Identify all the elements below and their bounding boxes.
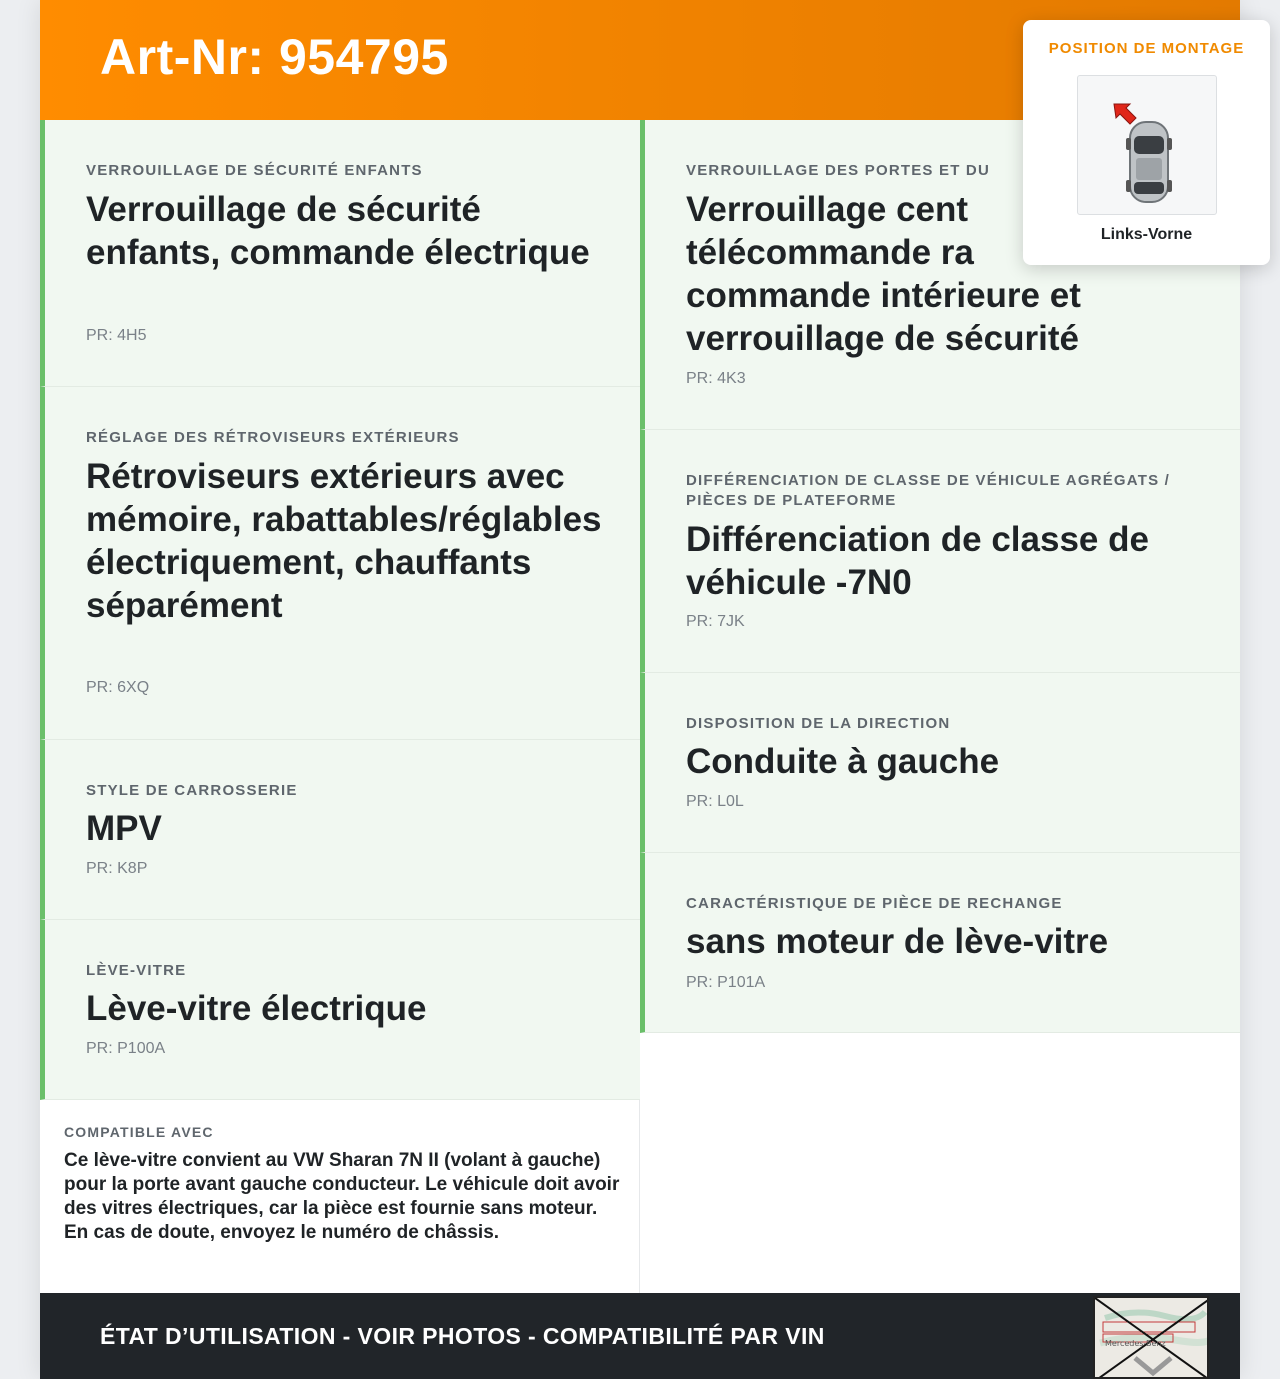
feature-value: Conduite à gauche	[686, 742, 1000, 781]
footer-bar	[40, 1293, 1240, 1379]
mounting-position-popup	[1023, 20, 1270, 265]
compatibility-label: COMPATIBLE AVEC	[64, 1124, 214, 1140]
feature-pr-code: PR: 4H5	[86, 327, 147, 344]
feature-category: DIFFÉRENCIATION DE CLASSE DE VÉHICULE AGRÉGATS / PIÈCES DE PLATEFORME	[686, 472, 1171, 509]
feature-category: STYLE DE CARROSSERIE	[86, 782, 298, 799]
feature-category: RÉGLAGE DES RÉTROVISEURS EXTÉRIEURS	[86, 429, 460, 446]
feature-pr-code: PR: 4K3	[686, 370, 746, 387]
stamp-brand-text: Mercedes-Benz	[1105, 1339, 1166, 1348]
position-label: Links-Vorne	[1100, 226, 1193, 243]
car-top-view-icon	[1078, 76, 1218, 216]
popup-title: POSITION DE MONTAGE	[1048, 40, 1245, 57]
product-sheet	[40, 0, 1245, 1379]
feature-card-window-lifter	[40, 920, 640, 1100]
feature-card-vehicle-class	[640, 430, 1240, 673]
feature-card-child-lock	[40, 120, 640, 387]
feature-category: LÈVE-VITRE	[86, 962, 187, 979]
car-position-image	[1077, 75, 1217, 215]
feature-card-mirrors	[40, 387, 640, 740]
compatibility-section	[40, 1100, 640, 1293]
feature-pr-code: PR: P100A	[86, 1040, 166, 1057]
feature-pr-code: PR: P101A	[686, 974, 766, 991]
feature-value: Rétroviseurs extérieurs avec mémoire, rabattables/réglables électriquement, chauffants séparément	[86, 457, 602, 625]
feature-pr-code: PR: L0L	[686, 793, 744, 810]
feature-category: VERROUILLAGE DE SÉCURITÉ ENFANTS	[86, 162, 423, 179]
feature-value: Verrouillage de sécurité enfants, commande électrique	[86, 190, 590, 272]
feature-card-steering	[640, 673, 1240, 853]
feature-category: VERROUILLAGE DES PORTES ET DU	[686, 162, 990, 179]
document-image	[1095, 1298, 1209, 1379]
feature-value: Différenciation de classe de véhicule -7N0	[686, 520, 1149, 602]
feature-pr-code: PR: 7JK	[686, 613, 745, 630]
feature-pr-code: PR: K8P	[86, 860, 148, 877]
feature-value: Lève-vitre électrique	[86, 989, 427, 1028]
feature-card-body-style	[40, 740, 640, 920]
registration-document-thumbnail[interactable]	[1093, 1296, 1209, 1379]
feature-value: sans moteur de lève-vitre	[686, 922, 1109, 961]
feature-category: DISPOSITION DE LA DIRECTION	[686, 715, 951, 732]
compatibility-text: Ce lève-vitre convient au VW Sharan 7N II (volant à gauche) pour la porte avant gauche conducteur. Le véhicule doit avoir des vitres électriques, car la pièce est fournie sans moteur. En cas de doute, envoyez le numéro de châssis.	[64, 1150, 620, 1243]
feature-card-spare-part	[640, 853, 1240, 1033]
feature-category: CARACTÉRISTIQUE DE PIÈCE DE RECHANGE	[686, 895, 1063, 912]
feature-value: MPV	[86, 809, 162, 848]
feature-pr-code: PR: 6XQ	[86, 679, 150, 696]
article-number-title: Art-Nr: 954795	[100, 29, 449, 85]
footer-text: ÉTAT D’UTILISATION - VOIR PHOTOS - COMPATIBILITÉ PAR VIN	[100, 1323, 825, 1349]
feature-value: Verrouillage cent télécommande ra commande intérieure et verrouillage de sécurité	[686, 190, 1081, 358]
